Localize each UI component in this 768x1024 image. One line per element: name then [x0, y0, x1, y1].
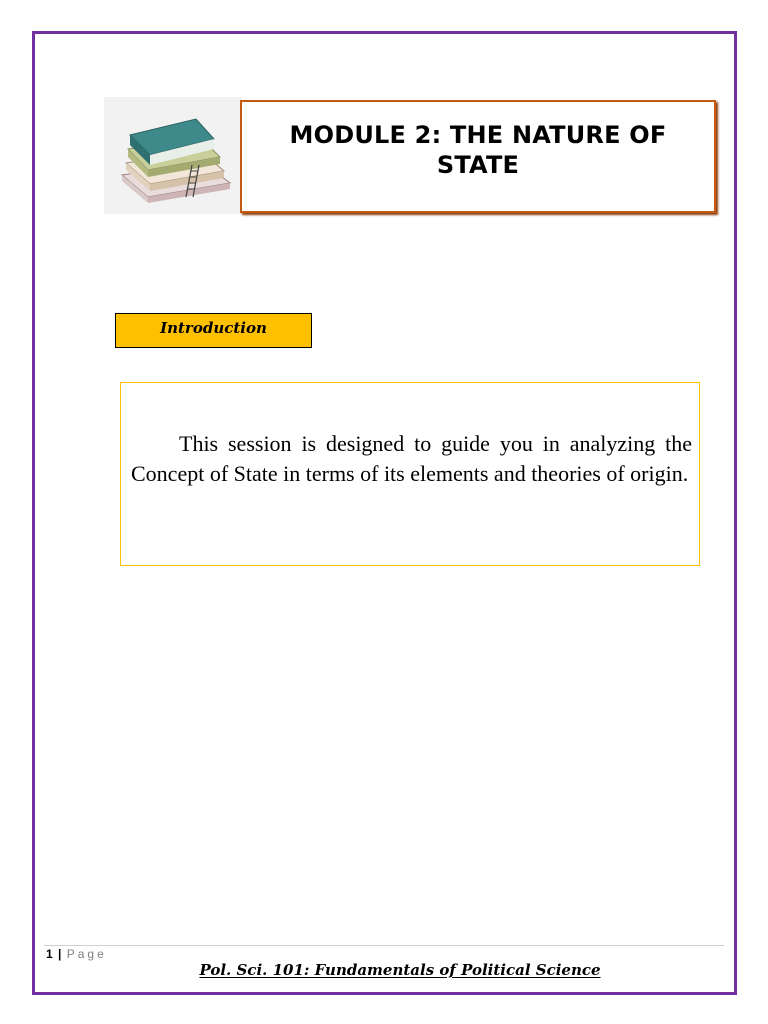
introduction-label-text: Introduction — [160, 318, 267, 337]
page-number — [46, 947, 107, 961]
module-title-box — [240, 100, 716, 213]
page-word: Page — [66, 947, 107, 961]
module-title — [263, 120, 693, 180]
introduction-body: This session is designed to guide you in analyzing the Concept of State in terms of its elements and theories of origin. — [131, 431, 692, 486]
page-number-value: 1 — [46, 947, 53, 961]
introduction-box — [120, 382, 700, 566]
introduction-label — [115, 313, 312, 348]
books-stack-icon — [104, 97, 242, 214]
course-title: Pol. Sci. 101: Fundamentals of Political Science — [199, 961, 601, 979]
module-title-line-2: STATE — [436, 150, 520, 179]
page-number-separator: | — [58, 947, 62, 961]
footer-divider — [44, 945, 724, 946]
module-title-line-1: MODULE 2: THE NATURE OF — [289, 120, 667, 149]
